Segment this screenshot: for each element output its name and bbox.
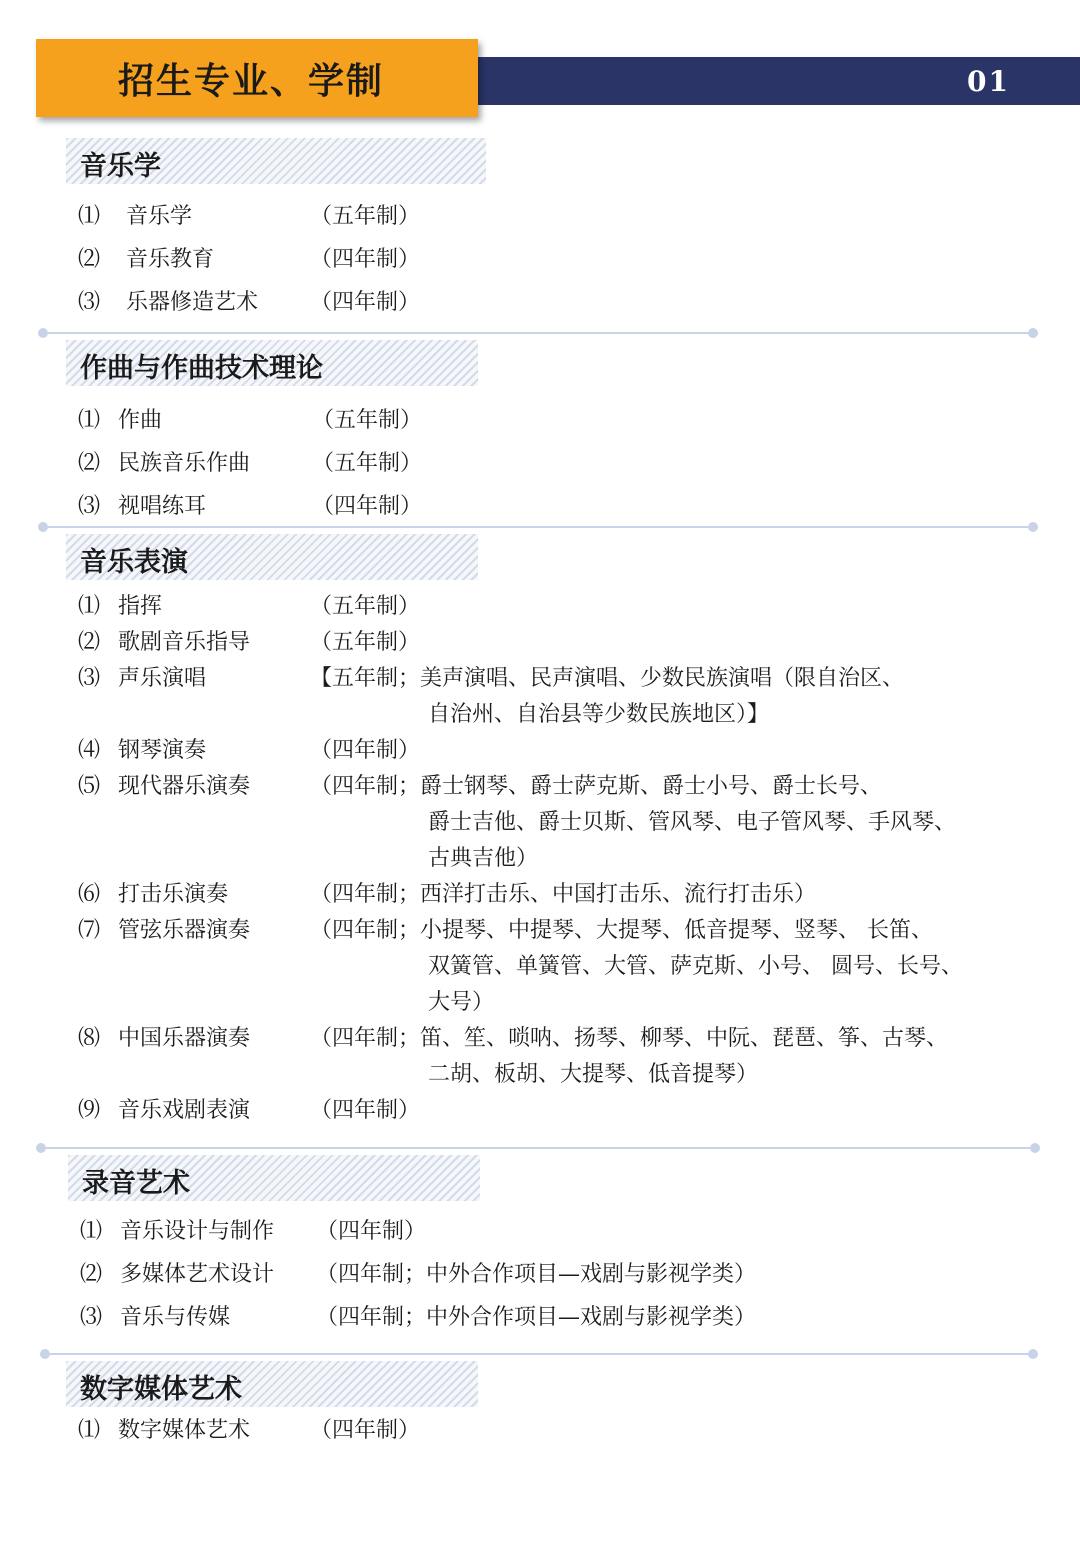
item-detail-continued: 大号）: [428, 990, 495, 1015]
divider-dot: [36, 1143, 46, 1153]
item-name: 多媒体艺术设计: [120, 1262, 275, 1287]
item-number: ⑵: [78, 247, 101, 272]
item-detail-continued: 古典吉他）: [428, 846, 539, 871]
item-number: ⑴: [78, 408, 101, 433]
item-name: 音乐教育: [126, 247, 215, 272]
item-number: ⑴: [80, 1219, 103, 1244]
section-title: 音乐表演: [80, 547, 188, 578]
item-name: 现代器乐演奏: [118, 774, 251, 799]
page-title: 招生专业、学制: [118, 61, 385, 102]
item-number: ⑷: [78, 738, 101, 763]
item-detail: （四年制）: [312, 494, 423, 519]
item-number: ⑹: [78, 882, 101, 907]
divider-dot: [1030, 1143, 1040, 1153]
item-name: 指挥: [118, 594, 163, 619]
section-divider: [46, 1147, 1030, 1149]
item-detail: （五年制）: [310, 630, 421, 655]
section-title: 作曲与作曲技术理论: [80, 353, 323, 384]
item-detail-continued: 自治州、自治县等少数民族地区）】: [428, 702, 770, 727]
section-title: 录音艺术: [82, 1168, 190, 1199]
item-name: 音乐设计与制作: [120, 1219, 275, 1244]
item-detail: （四年制；小提琴、中提琴、大提琴、低音提琴、竖琴、 长笛、: [310, 918, 933, 943]
item-detail-continued: 双簧管、单簧管、大管、萨克斯、小号、 圆号、长号、: [428, 954, 963, 979]
item-name: 音乐与传媒: [120, 1305, 231, 1330]
item-detail-continued: 爵士吉他、爵士贝斯、管风琴、电子管风琴、手风琴、: [428, 810, 957, 835]
divider-dot: [38, 328, 48, 338]
item-name: 中国乐器演奏: [118, 1026, 251, 1051]
item-number: ⑶: [78, 666, 101, 691]
section-divider: [48, 332, 1028, 334]
item-detail: （四年制）: [310, 1098, 421, 1123]
item-name: 钢琴演奏: [118, 738, 207, 763]
item-number: ⑵: [78, 451, 101, 476]
item-name: 音乐学: [126, 204, 193, 229]
divider-dot: [1028, 328, 1038, 338]
item-number: ⑼: [78, 1098, 101, 1123]
divider-dot: [1028, 1349, 1038, 1359]
divider-dot: [40, 1349, 50, 1359]
item-detail: （四年制；西洋打击乐、中国打击乐、流行打击乐）: [310, 882, 817, 907]
item-name: 视唱练耳: [118, 494, 207, 519]
item-detail: （四年制；中外合作项目—戏剧与影视学类）: [316, 1305, 757, 1330]
item-number: ⑶: [80, 1305, 103, 1330]
item-name: 管弦乐器演奏: [118, 918, 251, 943]
item-detail: （五年制）: [312, 451, 423, 476]
item-detail: （四年制）: [316, 1219, 427, 1244]
item-name: 音乐戏剧表演: [118, 1098, 251, 1123]
item-number: ⑴: [78, 1418, 101, 1443]
divider-dot: [38, 522, 48, 532]
section-title: 音乐学: [80, 151, 161, 182]
item-number: ⑺: [78, 918, 101, 943]
item-detail: （五年制）: [310, 594, 421, 619]
item-detail: （四年制）: [310, 290, 421, 315]
section-header-recording-arts: [68, 1155, 480, 1201]
item-detail: （四年制；笛、笙、唢呐、扬琴、柳琴、中阮、琵琶、筝、古琴、: [310, 1026, 949, 1051]
page-number: 01: [967, 65, 1010, 98]
item-name: 作曲: [118, 408, 163, 433]
item-number: ⑸: [78, 774, 101, 799]
item-number: ⑴: [78, 204, 101, 229]
section-header-musicology: [66, 138, 486, 184]
item-detail: （四年制）: [310, 738, 421, 763]
item-detail-continued: 二胡、板胡、大提琴、低音提琴）: [428, 1062, 759, 1087]
item-detail: （四年制；爵士钢琴、爵士萨克斯、爵士小号、爵士长号、: [310, 774, 883, 799]
item-detail: 【五年制；美声演唱、民声演唱、少数民族演唱（限自治区、: [310, 666, 905, 691]
divider-dot: [1028, 522, 1038, 532]
item-name: 声乐演唱: [118, 666, 207, 691]
item-detail: （四年制）: [310, 1418, 421, 1443]
item-number: ⑵: [80, 1262, 103, 1287]
section-title: 数字媒体艺术: [80, 1374, 242, 1405]
section-divider: [48, 526, 1028, 528]
item-name: 打击乐演奏: [118, 882, 229, 907]
item-number: ⑴: [78, 594, 101, 619]
item-detail: （四年制；中外合作项目—戏剧与影视学类）: [316, 1262, 757, 1287]
section-header-composition: [66, 340, 478, 386]
header-title-box: [36, 39, 478, 117]
item-name: 民族音乐作曲: [118, 451, 251, 476]
item-number: ⑶: [78, 290, 101, 315]
section-divider: [50, 1353, 1028, 1355]
item-number: ⑻: [78, 1026, 101, 1051]
item-detail: （四年制）: [310, 247, 421, 272]
item-detail: （五年制）: [310, 204, 421, 229]
item-detail: （五年制）: [312, 408, 423, 433]
item-number: ⑵: [78, 630, 101, 655]
item-name: 歌剧音乐指导: [118, 630, 251, 655]
item-number: ⑶: [78, 494, 101, 519]
item-name: 数字媒体艺术: [118, 1418, 251, 1443]
header-bar: [478, 57, 1080, 105]
item-name: 乐器修造艺术: [126, 290, 259, 315]
section-header-performance: [66, 534, 478, 580]
section-header-digital-media: [66, 1361, 478, 1407]
